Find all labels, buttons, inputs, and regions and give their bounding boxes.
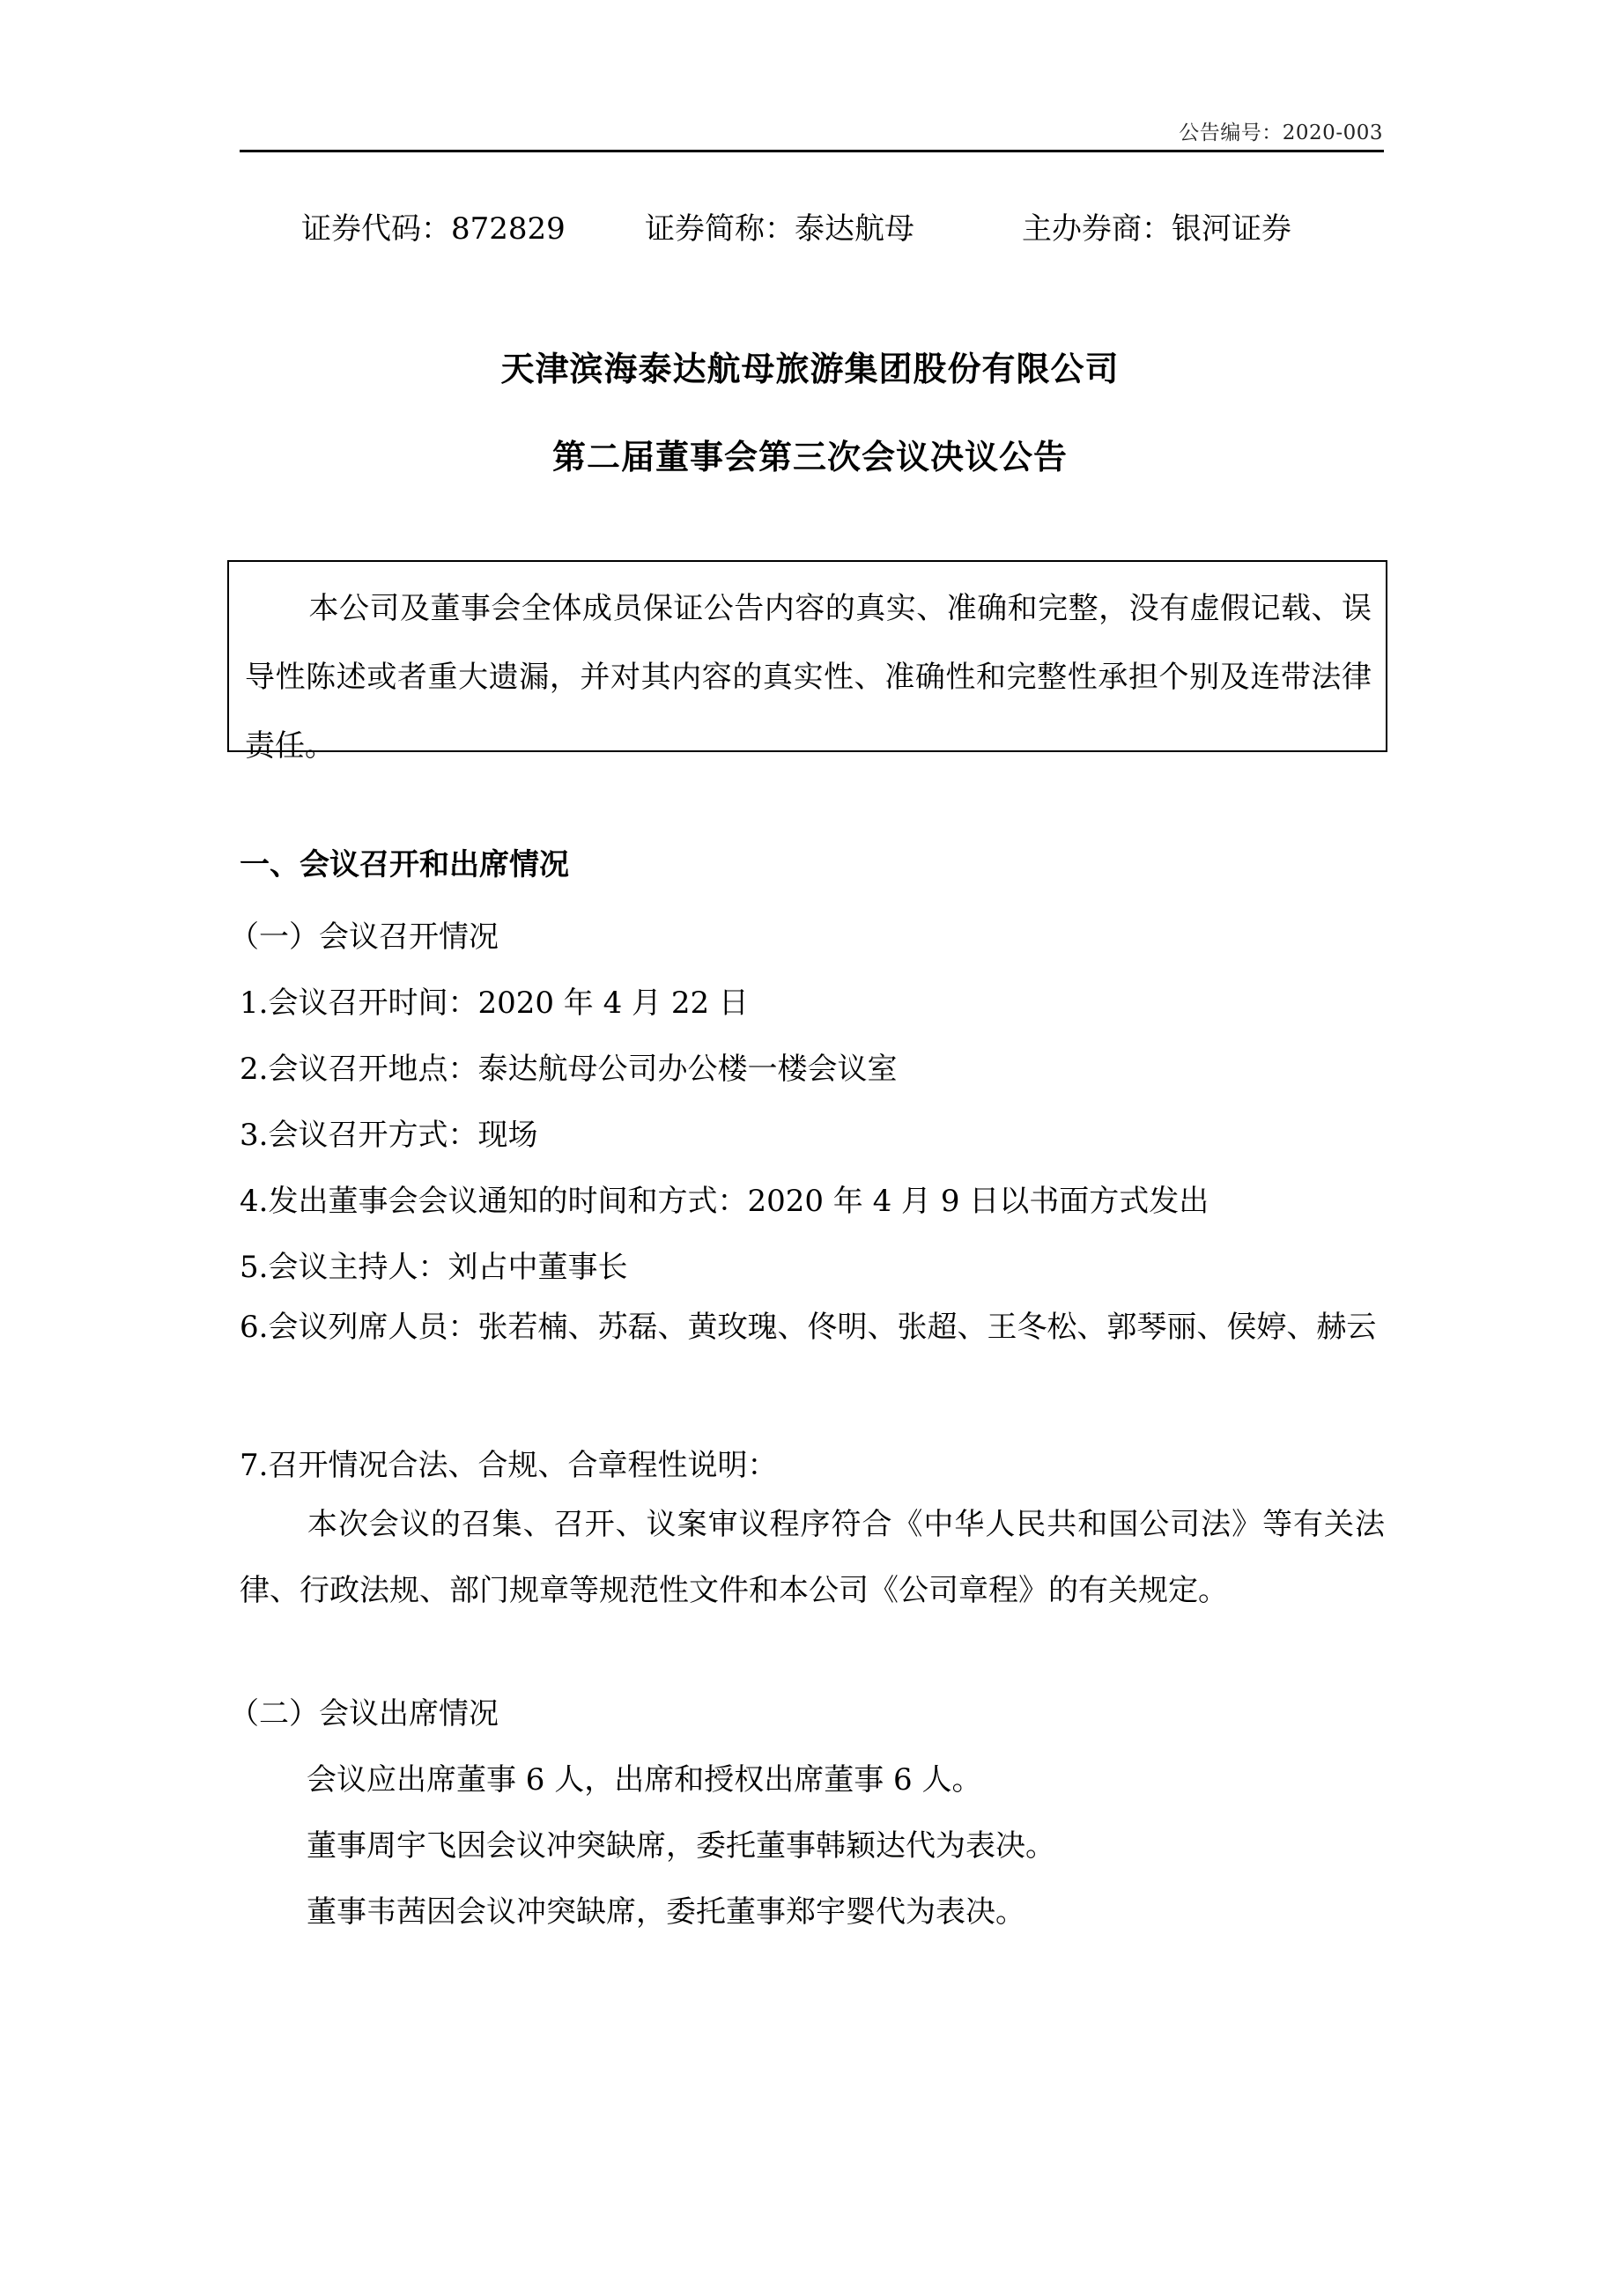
meeting-location: 2.会议召开地点：泰达航母公司办公楼一楼会议室	[240, 1052, 898, 1087]
legality-heading: 7.召开情况合法、合规、合章程性说明：	[240, 1448, 778, 1483]
sponsor-broker: 主办券商：银河证券	[1022, 211, 1291, 247]
security-short-name: 证券简称：泰达航母	[645, 211, 914, 247]
header-divider	[240, 150, 1384, 152]
legality-paragraph	[240, 1492, 1385, 1624]
meeting-attendees: 6.会议列席人员：张若楠、苏磊、黄玫瑰、佟明、张超、王冬松、郭琴丽、侯婷、赫云	[240, 1310, 1377, 1345]
subsection-heading: （一）会议召开情况	[229, 919, 499, 955]
legality-text: 本次会议的召集、召开、议案审议程序符合《中华人民共和国公司法》等有关法律、行政法规、部门规章等规范性文件和本公司《公司章程》的有关规定。	[240, 1507, 1385, 1608]
announcement-title: 第二届董事会第三次会议决议公告	[551, 437, 1068, 476]
attendance-summary: 会议应出席董事 6 人，出席和授权出席董事 6 人。	[307, 1762, 982, 1798]
proxy-note: 董事周宇飞因会议冲突缺席，委托董事韩颖达代为表决。	[307, 1828, 1055, 1864]
security-code: 证券代码：872829	[301, 211, 566, 247]
section-heading: 一、会议召开和出席情况	[240, 847, 569, 882]
meeting-time: 1.会议召开时间：2020 年 4 月 22 日	[240, 986, 749, 1021]
proxy-note: 董事韦茜因会议冲突缺席，委托董事郑宇婴代为表决。	[307, 1894, 1025, 1930]
securities-info	[301, 204, 1394, 247]
company-title: 天津滨海泰达航母旅游集团股份有限公司	[500, 349, 1120, 388]
meeting-host: 5.会议主持人：刘占中董事长	[240, 1250, 628, 1285]
meeting-format: 3.会议召开方式：现场	[240, 1118, 538, 1153]
subsection-heading: （二）会议出席情况	[229, 1696, 499, 1731]
responsibility-statement: 本公司及董事会全体成员保证公告内容的真实、准确和完整，没有虚假记载、误导性陈述或者重大遗漏，并对其内容的真实性、准确性和完整性承担个别及连带法律责任。	[245, 591, 1372, 764]
announcement-number: 公告编号：2020-003	[1179, 122, 1383, 144]
responsibility-statement-box	[227, 560, 1387, 764]
notice-time-method: 4.发出董事会会议通知的时间和方式：2020 年 4 月 9 日以书面方式发出	[240, 1184, 1209, 1219]
